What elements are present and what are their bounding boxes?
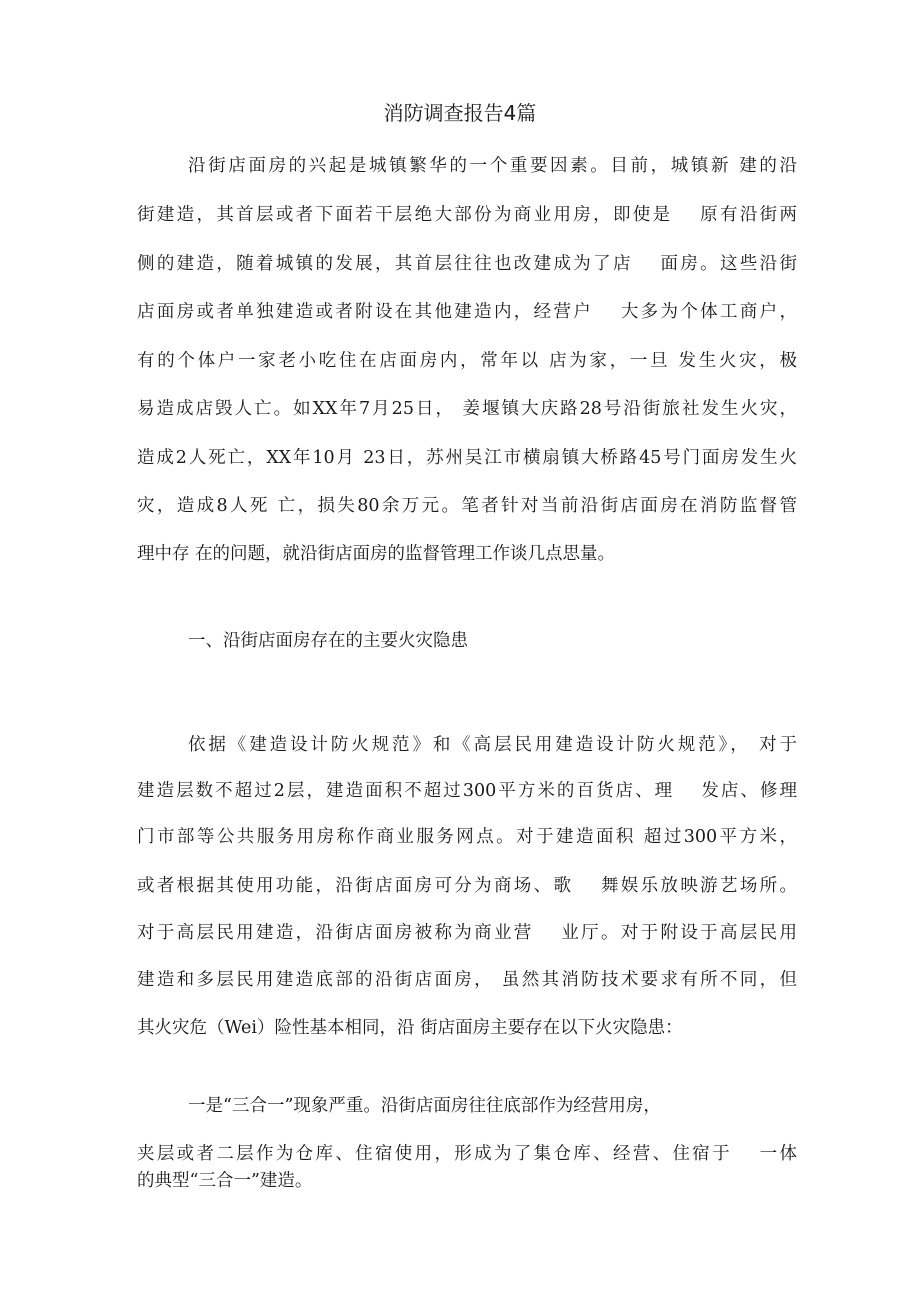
paragraph-line: 夹层或者二层作为仓库、住宿使用，形成为了集仓库、经营、住宿于 一体 xyxy=(137,1144,797,1164)
paragraph-line: 易造成店毁人亡。如XX年7月25日， 姜堰镇大庆路28号沿街旅社发生火灾， xyxy=(137,399,797,419)
paragraph-line: 侧的建造，随着城镇的发展，其首层往往也改建成为了店 面房。这些沿街 xyxy=(137,254,797,274)
paragraph-line: 灾，造成8人死 亡，损失80余万元。笔者针对当前沿街店面房在消防监督管 xyxy=(137,496,797,516)
paragraph-line: 街建造，其首层或者下面若干层绝大部份为商业用房，即使是 原有沿街两 xyxy=(137,205,797,225)
paragraph-line: 建造层数不超过2层，建造面积不超过300平方米的百货店、理 发店、修理 xyxy=(137,781,797,801)
paragraph-line: 门市部等公共服务用房称作商业服务网点。对于建造面积 超过300平方米， xyxy=(137,827,797,847)
paragraph-line: 造成2人死亡，XX年10月 23日，苏州吴江市横扇镇大桥路45号门面房发生火 xyxy=(137,448,797,468)
paragraph-line: 或者根据其使用功能，沿街店面房可分为商场、歌 舞娱乐放映游艺场所。 xyxy=(137,876,797,896)
paragraph-line: 店面房或者单独建造或者附设在其他建造内，经营户 大多为个体工商户， xyxy=(137,302,797,322)
document-title: 消防调查报告4篇 xyxy=(383,101,537,125)
paragraph-line: 有的个体户一家老小吃住在店面房内，常年以 店为家，一旦 发生火灾，极 xyxy=(137,351,797,371)
paragraph-line: 一是“三合一”现象严重。沿街店面房往往底部作为经营用房， xyxy=(188,1096,661,1116)
paragraph-line: 沿街店面房的兴起是城镇繁华的一个重要因素。目前，城镇新 建的沿 xyxy=(188,156,797,176)
paragraph-line: 依据《建造设计防火规范》和《高层民用建造设计防火规范》， 对于 xyxy=(188,735,797,755)
paragraph-line: 对于高层民用建造，沿街店面房被称为商业营 业厅。对于附设于高层民用 xyxy=(137,923,797,943)
paragraph-line: 建造和多层民用建造底部的沿街店面房， 虽然其消防技术要求有所不同，但 xyxy=(137,970,797,990)
paragraph-line: 其火灾危（Wei）险性基本相同，沿 街店面房主要存在以下火灾隐患： xyxy=(137,1018,683,1038)
paragraph-line: 理中存 在的问题，就沿街店面房的监督管理工作谈几点思量。 xyxy=(137,544,616,564)
section-heading: 一、沿街店面房存在的主要火灾隐患 xyxy=(188,631,468,651)
paragraph-line: 的典型“三合一”建造。 xyxy=(137,1171,313,1191)
